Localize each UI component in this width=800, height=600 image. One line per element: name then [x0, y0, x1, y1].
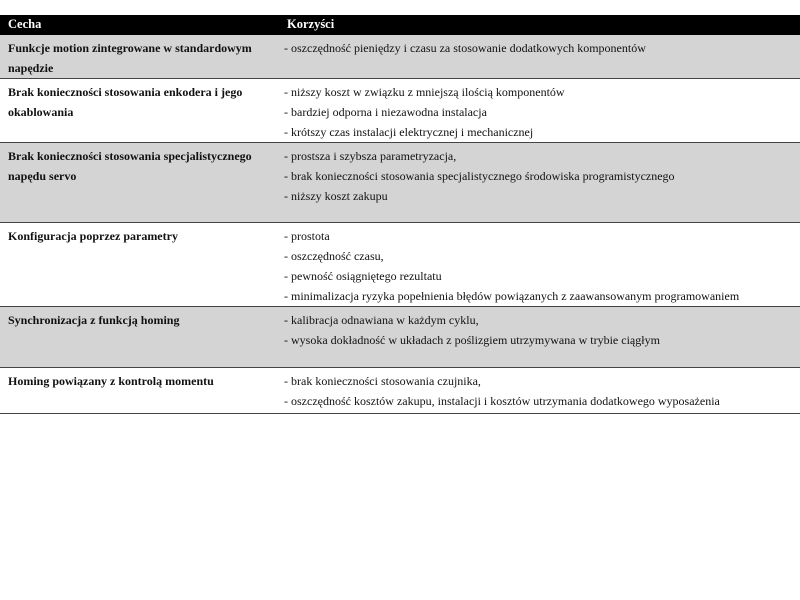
- feature-cell: Homing powiązany z kontrolą momentu: [0, 368, 279, 414]
- feature-cell: Konfiguracja poprzez parametry: [0, 223, 279, 307]
- table-row: [0, 307, 800, 368]
- benefit-item: - brak konieczności stosowania specjalistycznego środowiska programistycznego: [284, 169, 675, 183]
- header-feature: Cecha: [0, 15, 279, 35]
- features-benefits-table: [0, 15, 800, 414]
- benefit-item: - pewność osiągniętego rezultatu: [284, 269, 442, 283]
- benefit-item: - brak konieczności stosowania czujnika,: [284, 374, 481, 388]
- table-row: [0, 143, 800, 223]
- feature-cell: Synchronizacja z funkcją homing: [0, 307, 279, 368]
- table-row: [0, 79, 800, 143]
- benefit-item: - kalibracja odnawiana w każdym cyklu,: [284, 313, 479, 327]
- benefits-cell: [279, 35, 800, 79]
- benefits-cell: [279, 368, 800, 414]
- benefit-item: - wysoka dokładność w układach z poślizgiem utrzymywana w trybie ciągłym: [284, 333, 660, 347]
- feature-cell: Brak konieczności stosowania specjalistycznego napędu servo: [0, 143, 279, 223]
- benefit-item: - oszczędność pieniędzy i czasu za stosowanie dodatkowych komponentów: [284, 41, 646, 55]
- benefits-cell: [279, 223, 800, 307]
- benefit-item: - prostsza i szybsza parametryzacja,: [284, 149, 457, 163]
- benefit-item: - niższy koszt w związku z mniejszą ilością komponentów: [284, 85, 565, 99]
- benefits-cell: [279, 143, 800, 223]
- benefits-cell: [279, 307, 800, 368]
- benefit-item: - oszczędność czasu,: [284, 249, 384, 263]
- benefit-item: - oszczędność kosztów zakupu, instalacji i kosztów utrzymania dodatkowego wyposażenia: [284, 394, 720, 408]
- table-row: [0, 368, 800, 414]
- benefit-item: - minimalizacja ryzyka popełnienia błędów powiązanych z zaawansowanym programowaniem: [284, 289, 740, 303]
- benefit-item: - krótszy czas instalacji elektrycznej i mechanicznej: [284, 125, 534, 139]
- benefit-item: - niższy koszt zakupu: [284, 189, 388, 203]
- table-row: [0, 35, 800, 79]
- benefit-item: - prostota: [284, 229, 330, 243]
- feature-cell: Brak konieczności stosowania enkodera i jego okablowania: [0, 79, 279, 143]
- benefits-cell: [279, 79, 800, 143]
- feature-cell: Funkcje motion zintegrowane w standardowym napędzie: [0, 35, 279, 79]
- header-benefits: Korzyści: [279, 15, 800, 35]
- table-row: [0, 223, 800, 307]
- benefit-item: - bardziej odporna i niezawodna instalacja: [284, 105, 487, 119]
- table-header-row: [0, 15, 800, 35]
